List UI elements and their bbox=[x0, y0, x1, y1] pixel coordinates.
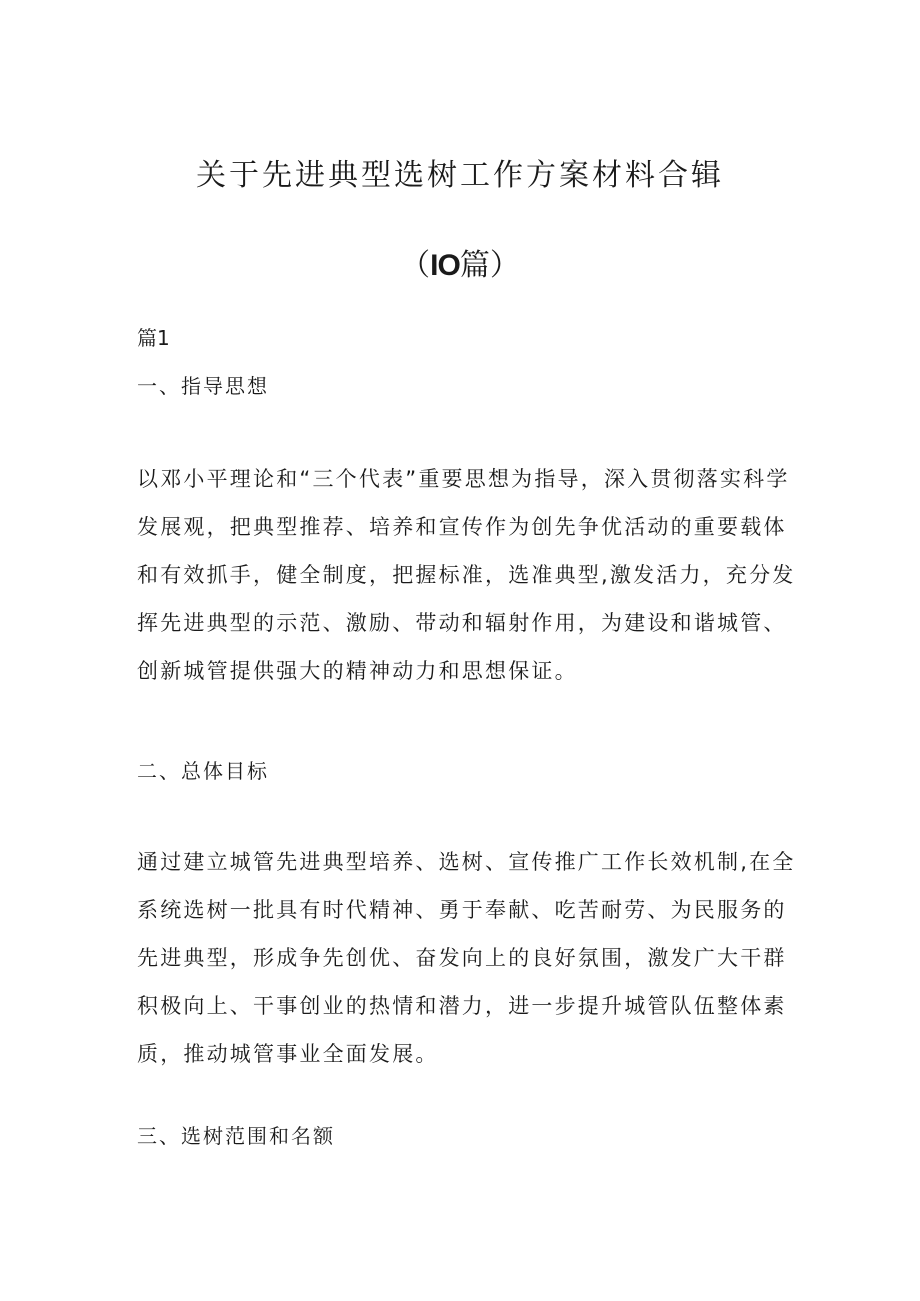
subtitle-count: IO bbox=[430, 249, 460, 282]
piece-label: 篇1 bbox=[137, 326, 170, 350]
section-heading-overall-goal: 二、总体目标 bbox=[137, 759, 269, 783]
section-body-guiding-thought: 以邓小平理论和“三个代表”重要思想为指导，深入贯彻落实科学发展观，把典型推荐、培养和宣传作为创先争优活动的重要载体和有效抓手，健全制度，把握标准，选准典型,激发活力，充分发挥先进典型的示范、激励、带动和辐射作用，为建设和谐城管、创新城管提供强大的精神动力和思想保证。 bbox=[137, 467, 796, 683]
section-heading-selection-scope: 三、选树范围和名额 bbox=[137, 1124, 335, 1148]
section-body-overall-goal: 通过建立城管先进典型培养、选树、宣传推广工作长效机制,在全系统选树一批具有时代精神、勇于奉献、吃苦耐劳、为民服务的先进典型，形成争先创优、奋发向上的良好氛围，激发广大干群积极向上、干事创业的热情和潜力，进一步提升城管队伍整体素质，推动城管事业全面发展。 bbox=[137, 850, 796, 1066]
subtitle-open-paren: （ bbox=[400, 248, 431, 283]
document-title: 关于先进典型选树工作方案材料合辑 bbox=[196, 158, 724, 193]
subtitle-rest: 篇） bbox=[459, 248, 520, 283]
document-subtitle bbox=[0, 240, 920, 284]
section-heading-guiding-thought: 一、指导思想 bbox=[137, 374, 269, 398]
